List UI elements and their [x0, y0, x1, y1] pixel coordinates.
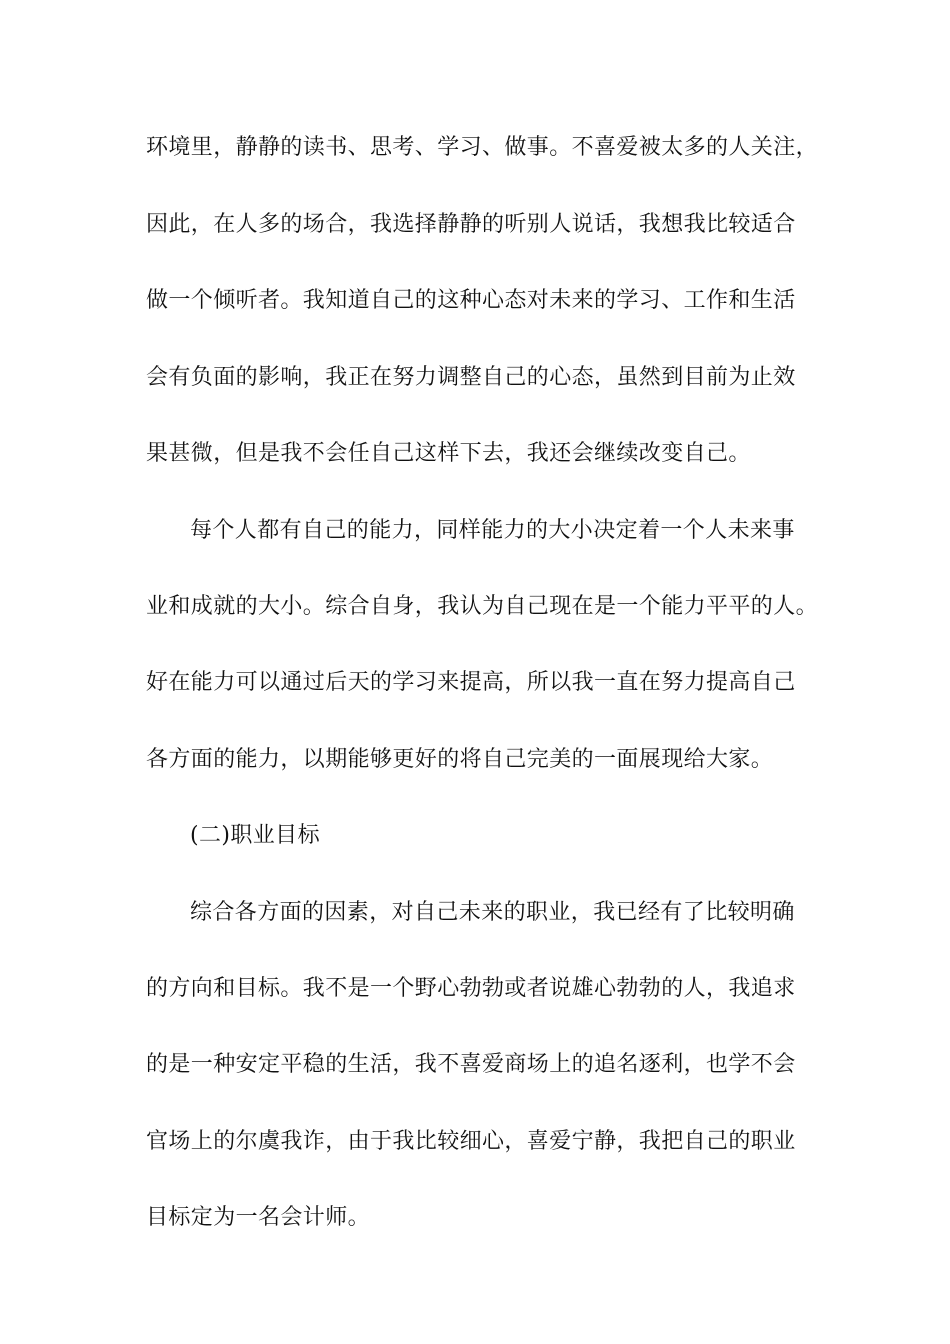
paragraph-line: 的是一种安定平稳的生活，我不喜爱商场上的追名逐利，也学不会 [146, 1052, 796, 1077]
paragraph-line: 综合各方面的因素，对自己未来的职业，我已经有了比较明确 [190, 900, 795, 925]
paragraph-line: 做一个倾听者。我知道自己的这种心态对未来的学习、工作和生活 [146, 288, 796, 313]
paragraph-line: 目标定为一名会计师。 [146, 1205, 371, 1230]
paragraph-line: 业和成就的大小。综合自身，我认为自己现在是一个能力平平的人。 [146, 594, 819, 619]
paragraph-line: 好在能力可以通过后天的学习来提高，所以我一直在努力提高自己 [146, 670, 796, 695]
paragraph-line: 环境里，静静的读书、思考、学习、做事。不喜爱被太多的人关注， [146, 135, 819, 160]
paragraph-line: 果甚微，但是我不会任自己这样下去，我还会继续改变自己。 [146, 441, 751, 466]
paragraph-line: 各方面的能力，以期能够更好的将自己完美的一面展现给大家。 [146, 747, 774, 772]
paragraph-line: 官场上的尔虞我诈，由于我比较细心，喜爱宁静，我把自己的职业 [146, 1129, 796, 1154]
section-heading: (二)职业目标 [190, 823, 320, 848]
paragraph-line: 的方向和目标。我不是一个野心勃勃或者说雄心勃勃的人，我追求 [146, 976, 796, 1001]
paragraph-line: 因此，在人多的场合，我选择静静的听别人说话，我想我比较适合 [146, 212, 796, 237]
paragraph-line: 会有负面的影响，我正在努力调整自己的心态，虽然到目前为止效 [146, 365, 796, 390]
paragraph-line: 每个人都有自己的能力，同样能力的大小决定着一个人未来事 [190, 518, 795, 543]
